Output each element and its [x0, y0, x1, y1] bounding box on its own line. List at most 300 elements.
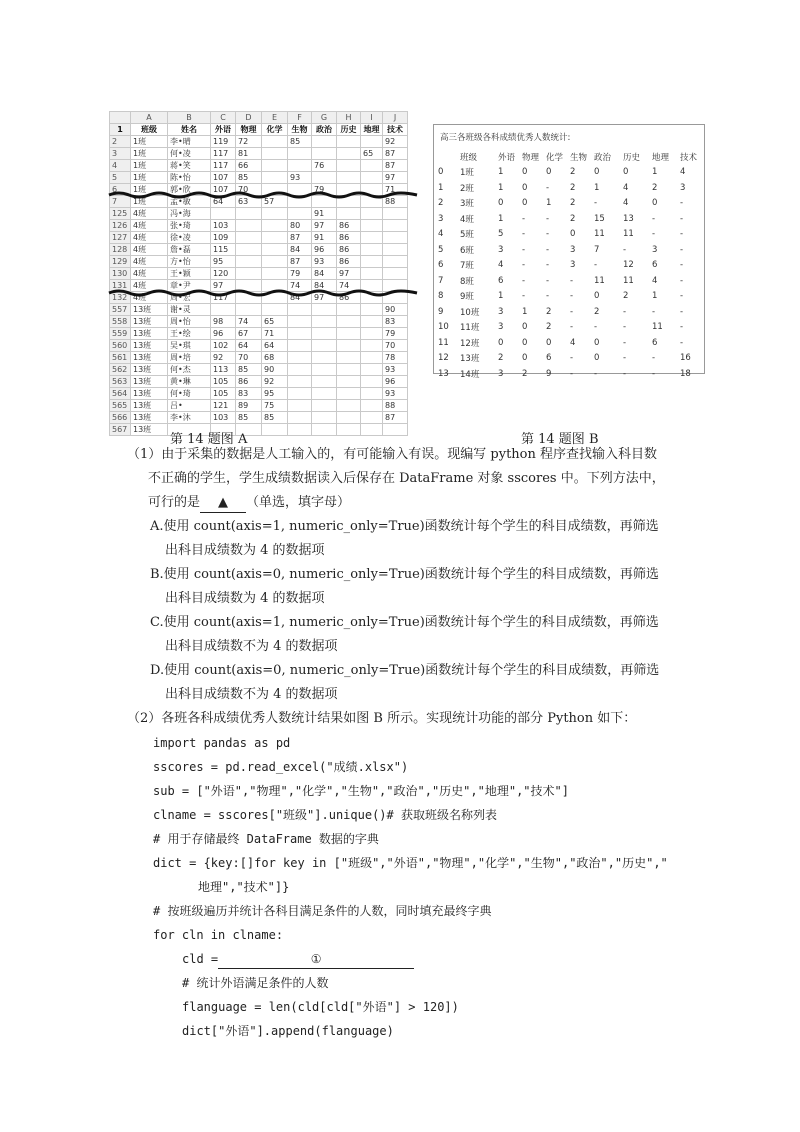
stats-cell: - — [680, 198, 684, 209]
stats-cell: 7 — [594, 244, 600, 255]
stats-cell: - — [570, 306, 574, 317]
spreadsheet-cell: 105 — [211, 388, 236, 400]
row-number-cell: 125 — [110, 208, 131, 220]
spreadsheet-cell — [236, 208, 262, 220]
spreadsheet-cell: 李•沐 — [168, 412, 211, 424]
spreadsheet-cell: 13班 — [131, 412, 168, 424]
option-c-line-2: 出科目成绩数不为 4 的数据项 — [165, 639, 338, 654]
spreadsheet-cell: 85 — [262, 412, 288, 424]
row-number-cell: 563 — [110, 376, 131, 388]
spreadsheet-cell: 詹•磊 — [168, 244, 211, 256]
spreadsheet-cell: 吕• — [168, 400, 211, 412]
spreadsheet-cell — [337, 136, 361, 148]
code-line-1: import pandas as pd — [153, 736, 291, 750]
option-c-line-1: C.使用 count(axis=1, numeric_only=True)函数统计每个学生的科目成绩数，再筛选 — [150, 615, 659, 630]
stats-cell: - — [570, 353, 574, 364]
stats-row — [438, 242, 702, 258]
spreadsheet-cell: 冯•海 — [168, 208, 211, 220]
spreadsheet-cell: 97 — [383, 172, 408, 184]
stats-cell: 0 — [522, 337, 528, 348]
spreadsheet-cell: 107 — [211, 184, 236, 196]
row-number-cell: 6 — [110, 184, 131, 196]
code-line-5: # 用于存储最终 DataFrame 数据的字典 — [153, 832, 379, 846]
stats-cell: 3 — [498, 368, 504, 379]
stats-row — [438, 351, 702, 367]
stats-cell: 16 — [680, 353, 691, 364]
spreadsheet-cell: 93 — [288, 172, 312, 184]
spreadsheet-cell: 64 — [262, 340, 288, 352]
stats-header-cell: 地理 — [652, 152, 670, 163]
code-blank-1[interactable]: ① — [218, 950, 414, 969]
spreadsheet-cell — [312, 304, 337, 316]
spreadsheet-cell — [312, 400, 337, 412]
spreadsheet-cell — [312, 172, 337, 184]
spreadsheet-cell: 84 — [312, 268, 337, 280]
option-a-line-1: A.使用 count(axis=1, numeric_only=True)函数统计每个学生的科目成绩数，再筛选 — [150, 519, 659, 534]
row-number-cell: 567 — [110, 424, 131, 436]
row-number-cell: 128 — [110, 244, 131, 256]
spreadsheet-cell — [312, 364, 337, 376]
stats-cell: 3 — [570, 244, 576, 255]
stats-cell: - — [652, 368, 656, 379]
stats-cell: 0 — [498, 337, 504, 348]
stats-cell: - — [570, 275, 574, 286]
stats-cell: 2 — [623, 291, 629, 302]
spreadsheet-row — [110, 388, 408, 400]
column-letter-row — [110, 112, 408, 124]
stats-cell: - — [623, 337, 627, 348]
spreadsheet-cell — [361, 256, 383, 268]
spreadsheet-cell: 4班 — [131, 268, 168, 280]
stats-cell: - — [522, 229, 526, 240]
spreadsheet-cell — [288, 412, 312, 424]
stats-cell: 6 — [546, 353, 552, 364]
stats-cell: - — [680, 306, 684, 317]
spreadsheet-cell: 姓名 — [168, 124, 211, 136]
spreadsheet-cell: 103 — [211, 220, 236, 232]
stats-cell: 13班 — [460, 354, 480, 365]
spreadsheet-cell: 1班 — [131, 196, 168, 208]
spreadsheet-cell — [288, 364, 312, 376]
stats-cell: - — [546, 275, 550, 286]
stats-cell: 2 — [546, 306, 552, 317]
stats-header-cell: 外语 — [498, 152, 516, 163]
spreadsheet-cell: 74 — [337, 280, 361, 292]
spreadsheet-row — [110, 376, 408, 388]
stats-cell: - — [680, 213, 684, 224]
stats-cell: - — [546, 244, 550, 255]
spreadsheet-cell — [262, 244, 288, 256]
column-letter-cell: A — [131, 112, 168, 124]
row-number-cell: 558 — [110, 316, 131, 328]
scribble-mark — [109, 191, 417, 199]
spreadsheet-cell: 1班 — [131, 172, 168, 184]
spreadsheet-cell: 88 — [383, 400, 408, 412]
spreadsheet-cell: 117 — [211, 148, 236, 160]
row-number-cell: 565 — [110, 400, 131, 412]
stats-header-cell — [438, 149, 460, 165]
stats-row — [438, 196, 702, 212]
stats-index-cell: 10 — [438, 322, 449, 333]
stats-cell: - — [546, 213, 550, 224]
spreadsheet-cell — [361, 400, 383, 412]
code-line-8: # 按班级遍历并统计各科目满足条件的人数，同时填充最终字典 — [153, 904, 492, 918]
stats-cell: - — [594, 322, 598, 333]
spreadsheet-table — [109, 111, 408, 436]
stats-cell: - — [522, 213, 526, 224]
stats-cell: 1 — [546, 198, 552, 209]
spreadsheet-cell: 吴•琪 — [168, 340, 211, 352]
spreadsheet-cell: 郭•欣 — [168, 184, 211, 196]
stats-cell: - — [570, 368, 574, 379]
stats-cell: - — [623, 306, 627, 317]
q1-hint: （单选，填字母） — [246, 495, 351, 510]
spreadsheet-cell: 王•绘 — [168, 328, 211, 340]
stats-cell: 11 — [623, 275, 634, 286]
column-letter-cell — [110, 112, 131, 124]
stats-cell: 0 — [522, 322, 528, 333]
spreadsheet-cell: 85 — [288, 136, 312, 148]
option-d-line-2: 出科目成绩数不为 4 的数据项 — [165, 687, 338, 702]
stats-cell: 0 — [594, 353, 600, 364]
column-letter-cell: B — [168, 112, 211, 124]
spreadsheet-cell: 105 — [211, 376, 236, 388]
spreadsheet-cell: 黄•琳 — [168, 376, 211, 388]
spreadsheet-cell: 64 — [211, 196, 236, 208]
stats-cell: 18 — [680, 368, 691, 379]
stats-cell: 3 — [498, 322, 504, 333]
spreadsheet-cell — [262, 160, 288, 172]
stats-cell: 1 — [498, 182, 504, 193]
spreadsheet-cell — [288, 316, 312, 328]
stats-cell: - — [546, 229, 550, 240]
spreadsheet-row — [110, 160, 408, 172]
spreadsheet-cell: 96 — [383, 376, 408, 388]
stats-row — [438, 227, 702, 243]
spreadsheet-cell: 外语 — [211, 124, 236, 136]
stats-cell: 0 — [522, 353, 528, 364]
stats-cell: - — [652, 306, 656, 317]
spreadsheet-cell — [288, 160, 312, 172]
spreadsheet-row — [110, 304, 408, 316]
spreadsheet-cell — [361, 412, 383, 424]
stats-index-cell: 0 — [438, 167, 444, 178]
q1-line-1: （1）由于采集的数据是人工输入的，有可能输入有误。现编写 python 程序查找输入科目数 — [127, 447, 657, 462]
spreadsheet-cell — [337, 304, 361, 316]
spreadsheet-cell: 97 — [312, 292, 337, 304]
column-letter-cell: D — [236, 112, 262, 124]
spreadsheet-cell — [262, 136, 288, 148]
spreadsheet-cell: 117 — [211, 160, 236, 172]
spreadsheet-cell — [262, 256, 288, 268]
spreadsheet-cell: 1班 — [131, 148, 168, 160]
figure-b-title: 高三各班级各科成绩优秀人数统计: — [440, 133, 571, 143]
stats-cell: - — [570, 322, 574, 333]
stats-cell: 9 — [546, 368, 552, 379]
code-line-7: 地理","技术"]} — [198, 880, 290, 894]
code-line-11: # 统计外语满足条件的人数 — [182, 976, 329, 990]
spreadsheet-cell: 67 — [236, 328, 262, 340]
stats-cell: - — [680, 229, 684, 240]
row-number-cell: 1 — [110, 124, 131, 136]
spreadsheet-cell: 13班 — [131, 364, 168, 376]
spreadsheet-cell — [262, 268, 288, 280]
spreadsheet-cell — [312, 376, 337, 388]
spreadsheet-cell: 75 — [262, 400, 288, 412]
spreadsheet-cell — [361, 328, 383, 340]
spreadsheet-cell: 84 — [288, 292, 312, 304]
stats-cell: - — [680, 337, 684, 348]
spreadsheet-cell — [383, 268, 408, 280]
spreadsheet-row — [110, 340, 408, 352]
stats-cell: 2班 — [460, 183, 474, 194]
spreadsheet-cell: 92 — [262, 376, 288, 388]
spreadsheet-cell: 95 — [211, 256, 236, 268]
stats-cell: 3 — [680, 182, 686, 193]
spreadsheet-cell — [312, 148, 337, 160]
stats-cell: 0 — [498, 198, 504, 209]
spreadsheet-cell — [383, 256, 408, 268]
spreadsheet-cell: 历史 — [337, 124, 361, 136]
stats-cell: 3 — [652, 244, 658, 255]
stats-cell: 11 — [594, 275, 605, 286]
spreadsheet-cell — [361, 388, 383, 400]
option-b-line-1: B.使用 count(axis=0, numeric_only=True)函数统计每个学生的科目成绩数，再筛选 — [150, 567, 659, 582]
spreadsheet-cell: 97 — [312, 220, 337, 232]
stats-cell: - — [546, 260, 550, 271]
cld-assign: cld = — [182, 952, 219, 966]
stats-cell: 6 — [498, 275, 504, 286]
stats-header-row — [438, 149, 702, 165]
spreadsheet-cell — [236, 268, 262, 280]
stats-cell: - — [680, 275, 684, 286]
stats-cell: 8班 — [460, 276, 474, 287]
spreadsheet-cell: 生物 — [288, 124, 312, 136]
stats-cell: 1 — [522, 306, 528, 317]
stats-cell: 6 — [652, 337, 658, 348]
spreadsheet-cell: 74 — [236, 316, 262, 328]
spreadsheet-cell: 13班 — [131, 388, 168, 400]
spreadsheet-cell: 1班 — [131, 136, 168, 148]
spreadsheet-cell — [312, 352, 337, 364]
spreadsheet-cell: 120 — [211, 268, 236, 280]
stats-index-cell: 11 — [438, 337, 449, 348]
stats-cell: - — [594, 368, 598, 379]
stats-cell: 11班 — [460, 323, 480, 334]
spreadsheet-cell — [312, 136, 337, 148]
column-letter-cell: J — [383, 112, 408, 124]
spreadsheet-cell: 4班 — [131, 280, 168, 292]
spreadsheet-row — [110, 172, 408, 184]
spreadsheet-cell: 96 — [312, 244, 337, 256]
spreadsheet-cell: 政治 — [312, 124, 337, 136]
stats-index-cell: 4 — [438, 229, 444, 240]
column-letter-cell: I — [361, 112, 383, 124]
stats-cell: 5 — [498, 229, 504, 240]
row-number-cell: 566 — [110, 412, 131, 424]
row-number-cell: 7 — [110, 196, 131, 208]
stats-cell: - — [623, 353, 627, 364]
spreadsheet-cell — [288, 424, 312, 436]
spreadsheet-cell — [383, 244, 408, 256]
answer-blank[interactable]: ▲ — [200, 494, 246, 513]
spreadsheet-cell: 章•尹 — [168, 280, 211, 292]
spreadsheet-cell — [361, 424, 383, 436]
stats-index-cell: 13 — [438, 368, 449, 379]
column-letter-cell: F — [288, 112, 312, 124]
spreadsheet-cell — [361, 220, 383, 232]
spreadsheet-cell: 13班 — [131, 352, 168, 364]
scribble-mark — [109, 289, 417, 297]
stats-cell: 3 — [498, 244, 504, 255]
spreadsheet-cell — [236, 220, 262, 232]
spreadsheet-cell — [361, 364, 383, 376]
spreadsheet-cell — [361, 208, 383, 220]
spreadsheet-cell: 102 — [211, 340, 236, 352]
spreadsheet-cell: 87 — [383, 412, 408, 424]
spreadsheet-cell: 4班 — [131, 292, 168, 304]
spreadsheet-cell: 65 — [361, 148, 383, 160]
stats-cell: 9班 — [460, 292, 474, 303]
option-d-line-1: D.使用 count(axis=0, numeric_only=True)函数统计每个学生的科目成绩数，再筛选 — [150, 663, 660, 678]
spreadsheet-row — [110, 256, 408, 268]
stats-cell: 11 — [652, 322, 663, 333]
stats-cell: 2 — [594, 306, 600, 317]
spreadsheet-cell: 63 — [236, 196, 262, 208]
spreadsheet-cell — [288, 328, 312, 340]
code-line-10 — [182, 950, 414, 969]
stats-cell: - — [546, 291, 550, 302]
spreadsheet-cell — [337, 352, 361, 364]
spreadsheet-cell: 4班 — [131, 244, 168, 256]
stats-header-cell: 生物 — [570, 152, 588, 163]
spreadsheet-cell: 79 — [383, 328, 408, 340]
stats-cell: 0 — [594, 291, 600, 302]
spreadsheet-cell: 班级 — [131, 124, 168, 136]
spreadsheet-cell: 86 — [337, 232, 361, 244]
stats-cell: 2 — [546, 322, 552, 333]
spreadsheet-cell: 70 — [236, 184, 262, 196]
spreadsheet-cell: 70 — [383, 340, 408, 352]
spreadsheet-cell — [337, 328, 361, 340]
spreadsheet-cell: 87 — [383, 148, 408, 160]
spreadsheet-cell — [383, 208, 408, 220]
spreadsheet-cell — [288, 400, 312, 412]
code-line-12: flanguage = len(cld[cld["外语"] > 120]) — [182, 1000, 459, 1014]
stats-cell: - — [680, 322, 684, 333]
stats-cell: 1 — [498, 213, 504, 224]
row-number-cell: 3 — [110, 148, 131, 160]
stats-header-cell: 物理 — [522, 152, 540, 163]
stats-index-cell: 2 — [438, 198, 444, 209]
stats-cell: - — [594, 260, 598, 271]
stats-row — [438, 335, 702, 351]
spreadsheet-cell: 13班 — [131, 424, 168, 436]
stats-cell: 0 — [522, 182, 528, 193]
spreadsheet-cell — [383, 424, 408, 436]
code-line-3: sub = ["外语","物理","化学","生物","政治","历史","地理","技术"] — [153, 784, 569, 798]
spreadsheet-cell: 91 — [312, 208, 337, 220]
spreadsheet-cell — [262, 208, 288, 220]
stats-cell: 1 — [498, 167, 504, 178]
spreadsheet-cell: 13班 — [131, 316, 168, 328]
spreadsheet-header-row — [110, 124, 408, 136]
spreadsheet-cell: 119 — [211, 136, 236, 148]
spreadsheet-cell: 86 — [337, 256, 361, 268]
spreadsheet-cell: 70 — [236, 352, 262, 364]
spreadsheet-cell — [361, 172, 383, 184]
spreadsheet-cell: 13班 — [131, 304, 168, 316]
spreadsheet-cell — [312, 424, 337, 436]
spreadsheet-row — [110, 316, 408, 328]
stats-cell: 2 — [522, 368, 528, 379]
spreadsheet-cell — [337, 424, 361, 436]
stats-header-cell: 化学 — [546, 152, 564, 163]
row-number-cell: 561 — [110, 352, 131, 364]
spreadsheet-cell: 13班 — [131, 340, 168, 352]
spreadsheet-cell: 李•晴 — [168, 136, 211, 148]
spreadsheet-cell — [236, 256, 262, 268]
spreadsheet-cell: 107 — [211, 172, 236, 184]
stats-header-cell: 历史 — [623, 152, 641, 163]
spreadsheet-cell: 孟•敏 — [168, 196, 211, 208]
spreadsheet-cell — [262, 148, 288, 160]
spreadsheet-cell — [312, 340, 337, 352]
spreadsheet-cell: 徐•凌 — [168, 232, 211, 244]
stats-cell: 4 — [652, 275, 658, 286]
row-number-cell: 562 — [110, 364, 131, 376]
stats-cell: - — [680, 291, 684, 302]
stats-cell: - — [522, 275, 526, 286]
spreadsheet-cell — [288, 352, 312, 364]
spreadsheet-row — [110, 364, 408, 376]
stats-cell: 0 — [623, 167, 629, 178]
spreadsheet-row — [110, 208, 408, 220]
spreadsheet-cell: 95 — [262, 388, 288, 400]
stats-cell: 0 — [652, 198, 658, 209]
stats-cell: 0 — [594, 167, 600, 178]
stats-cell: 2 — [652, 182, 658, 193]
stats-cell: 1 — [652, 291, 658, 302]
spreadsheet-row — [110, 352, 408, 364]
spreadsheet-cell — [288, 208, 312, 220]
stats-cell: - — [594, 198, 598, 209]
spreadsheet-cell: 93 — [383, 388, 408, 400]
column-letter-cell: G — [312, 112, 337, 124]
spreadsheet-cell: 80 — [288, 220, 312, 232]
stats-index-cell: 3 — [438, 213, 444, 224]
stats-cell: 2 — [498, 353, 504, 364]
stats-row — [438, 165, 702, 181]
spreadsheet-cell: 64 — [236, 340, 262, 352]
spreadsheet-cell — [262, 232, 288, 244]
stats-index-cell: 7 — [438, 275, 444, 286]
spreadsheet-cell: 方•怡 — [168, 256, 211, 268]
spreadsheet-cell — [288, 340, 312, 352]
spreadsheet-cell: 4班 — [131, 208, 168, 220]
column-letter-cell: C — [211, 112, 236, 124]
stats-cell: 7班 — [460, 261, 474, 272]
spreadsheet-cell: 89 — [236, 400, 262, 412]
spreadsheet-cell: 66 — [236, 160, 262, 172]
stats-cell: - — [680, 244, 684, 255]
stats-cell: 6班 — [460, 245, 474, 256]
code-line-2: sscores = pd.read_excel("成绩.xlsx") — [153, 760, 409, 774]
stats-cell: 2 — [570, 182, 576, 193]
spreadsheet-cell: 陈•怡 — [168, 172, 211, 184]
stats-cell: - — [570, 291, 574, 302]
row-number-cell: 127 — [110, 232, 131, 244]
